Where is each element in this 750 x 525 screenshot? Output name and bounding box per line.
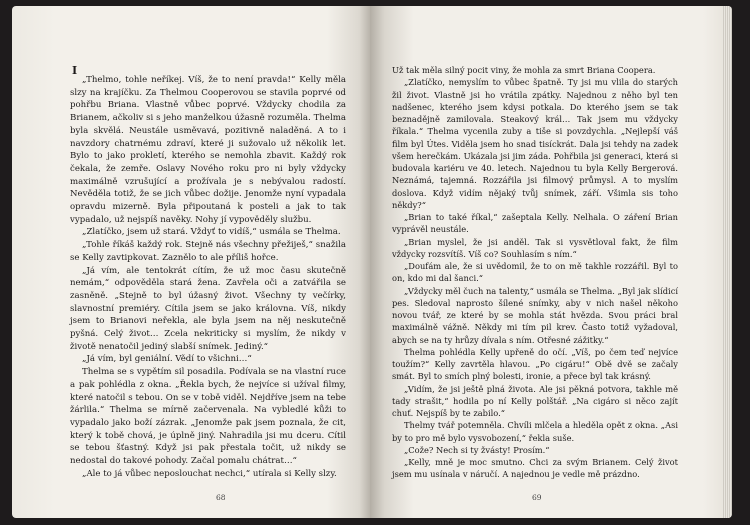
paragraph: „Brian to také říkal,“ zašeptala Kelly. Nelhala. O záření Brian vyprávěl neustále.: [392, 212, 678, 235]
paragraph: „Doufám ale, že si uvědomil, že to on mě takhle rozzářil. Byl to on, kdo mi dal šanci.“: [392, 261, 678, 284]
paragraph: „Vidím, že jsi ještě plná života. Ale jsi pěkná potvora, takhle mě tady strašit,“ hodila po ní Kelly polštář. „Na cigáro si něco zajít chuť. Nejspíš by te zabilo.“: [392, 383, 678, 418]
paragraph: Thelma se s vypětím sil posadila. Podívala se na vlastní ruce a pak pohlédla z okna. „Řekla bych, že nejvíce si užíval filmy, které natočil s tebou. On se v tobě viděl. Nejdříve jsem na tebe žárlila.“ Thelma se mírně začervenala. Na vybledlé kůži to vypadalo jako boží zázrak. „Jenomže pak jsem poznala, že cit, který k tobě chová, je úplně jiný. Nahradila jsi mu dceru. Cítil se tebou šťastný. Když jsi pak přestala točit, už nikdy se nedostal do takové pohody. Začal pomalu chátrat…“: [70, 367, 346, 467]
paragraph: „Thelmo, tohle neříkej. Víš, že to není pravda!“ Kelly měla slzy na krajíčku. Za Thelmou Cooperovou se stavila poprvé od pohřbu Briana. Vlastně vůbec poprvé. Vždycky chodila za Brianem, ačkoliv si s jeho manželkou úžasně rozuměla. Thelma byla skvělá. Neustále usměvavá, pozitivně naladěná. A to i navzdory chatrnému zdraví, které ji sužovalo už několik let. Bylo to jako prokletí, kterého se nemohla zbavit. Každý rok čekala, že zemře. Oslavy Nového roku pro ni byly vždycky maximálně vzrušující a prožívala je s nebývalou radostí. Nevěděla totiž, že se jich vůbec dožije. Jenomže nyní vypadala opravdu mizerně. Byla připoutaná k posteli a jak to tak vypadalo, už nejspíš navěky. Nohy jí vypověděly službu.: [70, 75, 346, 225]
paragraph: „Zlatíčko, nemyslím to vůbec špatně. Ty jsi mu vlila do starých žil život. Vlastně jsi ho vrátila zpátky. Najednou z něho byl ten nadšenec, kterého jsem kdysi potkala. Do kterého jsem se tak beznadějně zamilovala. Steakový král… Tak jsem mu vždycky říkala.“ Thelma vycenila zuby a tiše si povzdychla. „Nejlepší váš film byl Útes. Viděla jsem ho snad tisíckrát. Dala jsi tehdy na zadek všem herečkám. Ukázala jsi jim záda. Pohřbila jsi generaci, která si budovala kariéru ve 40. letech. Najednou tu byla Kelly Bergerová. Neznámá, tajemná. Rozzářila jsi filmový průmysl. A to myslím doslova. Když vidím nějaký tvůj snímek, září. Všimla sis toho někdy?“: [392, 77, 678, 210]
paragraph: „Já vím, ale tentokrát cítím, že už moc času skutečně nemám,“ odpověděla stará žena. Zavřela oči a zatvářila se zasněně. „Stejně to byl úžasný život. Všechny ty večírky, slavnostní premiéry. Cítila jsem se jako královna. Víš, nikdy jsem to Brianovi neřekla, ale byla jsem na něj neskutečně pyšná. Celý život… Zcela nekriticky si myslím, že nikdy v životě nenatočil jediný slabší snímek. Jediný.“: [70, 265, 346, 352]
page-edge: [722, 6, 732, 518]
right-page-number: 69: [532, 493, 542, 502]
paragraph: „Já vím, byl geniální. Vědí to všichni…“: [82, 354, 252, 365]
paragraph: „Tohle říkáš každý rok. Stejně nás všechny přežiješ,“ snažila se Kelly zavtipkovat. Zaznělo to ale příliš hořce.: [70, 240, 346, 263]
paragraph: Thelma pohlédla Kelly upřeně do očí. „Víš, po čem teď nejvíce toužím?“ Kelly zavrtěla hlavou. „Po cigáru!“ Obě dvě se začaly smát. Byl to smích plný bolesti, ironie, a přece byl tak krásný.: [392, 346, 678, 382]
paragraph: „Cože? Nech si ty žvásty! Prosím.“: [404, 444, 550, 455]
left-page-text: [70, 74, 346, 481]
paragraph: „Zlatíčko, jsem už stará. Vždyť to vidíš,“ usmála se Thelma.: [82, 227, 341, 238]
paragraph: „Brian myslel, že jsi anděl. Tak si vysvětloval fakt, že film vždycky rozsvítíš. Víš co? Souhlasím s ním.“: [392, 236, 678, 259]
left-page-number: 68: [216, 493, 226, 502]
right-page-text: [392, 64, 678, 481]
paragraph: „Vždycky měl čuch na talenty,“ usmála se Thelma. „Byl jak slídicí pes. Sledoval naprosto šílené snímky, aby v nich našel někoho novou tvář, ze které by se mohla stát hvězda. Svou práci bral maximálně vážně. Někdy mi tím pil krev. Často totiž vyžadoval, abych se na ty hrůzy dívala s ním. Otřesné zážitky.“: [392, 285, 678, 345]
paragraph: Thelmy tvář potemněla. Chvíli mlčela a hleděla opět z okna. „Asi by to pro mě bylo vysvobození,“ řekla suše.: [392, 420, 678, 443]
right-page: [370, 6, 732, 518]
book-spread: [12, 6, 732, 518]
paragraph: „Ale to já vůbec neposlouchat nechci,“ utírala si Kelly slzy.: [82, 468, 337, 479]
left-page: [12, 6, 370, 518]
paragraph: „Kelly, mně je moc smutno. Chci za svým Brianem. Celý život jsem mu usínala v náručí. A najednou je vedle mě prázdno.: [392, 457, 678, 480]
chapter-marker: I: [72, 64, 78, 77]
paragraph: Už tak měla silný pocit viny, že mohla za smrt Briana Coopera.: [392, 65, 656, 75]
